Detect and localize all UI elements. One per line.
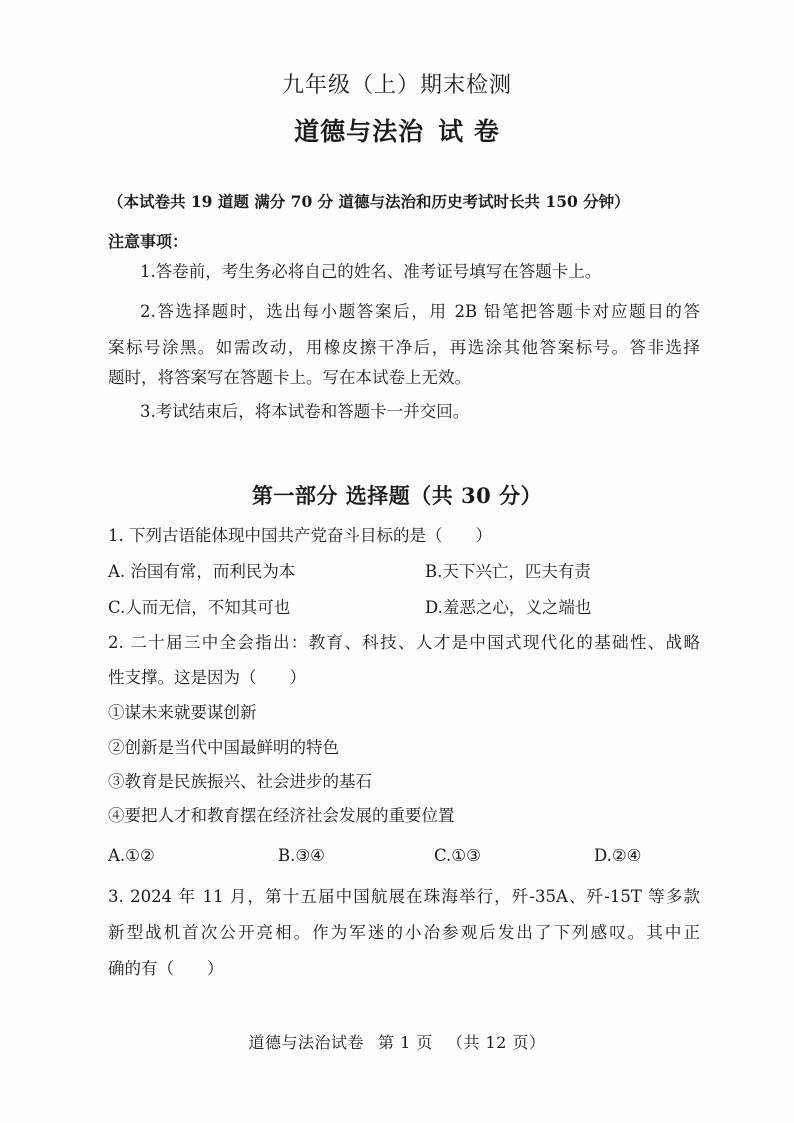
q2-option-d: D.②④ bbox=[594, 846, 642, 865]
q1-stem: 1. 下列古语能体现中国共产党奋斗目标的是（ ） bbox=[108, 526, 492, 545]
q1-option-a: A. 治国有常，而利民为本 bbox=[108, 562, 296, 581]
q1-option-d: D.羞恶之心，义之端也 bbox=[425, 598, 592, 617]
q2-option-a: A.①② bbox=[108, 846, 155, 865]
q2-stem-line-2: 性支撑。这是因为（ ） bbox=[108, 668, 306, 687]
exam-subtitle: 九年级（上）期末检测 bbox=[281, 73, 512, 98]
q3-stem-line-2: 新型战机首次公开亮相。作为军迷的小冶参观后发出了下列感叹。其中正 bbox=[108, 923, 700, 942]
q2-statement-3: ③教育是民族振兴、社会进步的基石 bbox=[108, 772, 372, 791]
q1-option-c: C.人而无信，不知其可也 bbox=[108, 598, 291, 617]
notice-item-3: 3.考试结束后，将本试卷和答题卡一并交回。 bbox=[140, 402, 470, 421]
page-footer bbox=[0, 1030, 794, 1053]
q2-statement-2: ②创新是当代中国最鲜明的特色 bbox=[108, 738, 339, 757]
q3-stem-line-3: 确的有（ ） bbox=[108, 959, 224, 978]
exam-title-type: 试 卷 bbox=[438, 117, 500, 146]
q2-option-b: B.③④ bbox=[278, 846, 325, 865]
footer-page-number: 第 1 页 bbox=[378, 1033, 433, 1052]
notice-item-2-line-2: 案标号涂黑。如需改动，用橡皮擦干净后，再选涂其他答案标号。答非选择 bbox=[108, 338, 700, 357]
exam-title bbox=[0, 112, 794, 148]
q1-option-b: B.天下兴亡，匹夫有责 bbox=[425, 562, 591, 581]
footer-total-pages: （共 12 页） bbox=[446, 1033, 546, 1052]
notice-item-1: 1.答卷前，考生务必将自己的姓名、准考证号填写在答题卡上。 bbox=[140, 262, 602, 281]
notice-heading: 注意事项： bbox=[108, 232, 189, 251]
notice-item-2-line-1: 2.答选择题时，选出每小题答案后，用 2B 铅笔把答题卡对应题目的答 bbox=[140, 302, 700, 321]
q2-statement-4: ④要把人才和教育摆在经济社会发展的重要位置 bbox=[108, 806, 455, 825]
q2-statement-1: ①谋未来就要谋创新 bbox=[108, 703, 257, 722]
q2-stem-line-1: 2. 二十届三中全会指出：教育、科技、人才是中国式现代化的基础性、战略 bbox=[108, 633, 700, 652]
section-title: 第一部分 选择题（共 30 分） bbox=[251, 483, 543, 508]
footer-subject: 道德与法治试卷 bbox=[248, 1033, 365, 1052]
notice-item-2-line-3: 题时，将答案写在答题卡上。写在本试卷上无效。 bbox=[108, 368, 471, 387]
q3-stem-line-1: 3. 2024 年 11 月，第十五届中国航展在珠海举行，歼-35A、歼-15T 等多款 bbox=[108, 887, 700, 906]
q2-option-c: C.①③ bbox=[434, 846, 481, 865]
exam-title-subject: 道德与法治 bbox=[294, 117, 425, 146]
exam-info: （本试卷共 19 道题 满分 70 分 道德与法治和历史考试时长共 150 分钟） bbox=[108, 192, 630, 211]
